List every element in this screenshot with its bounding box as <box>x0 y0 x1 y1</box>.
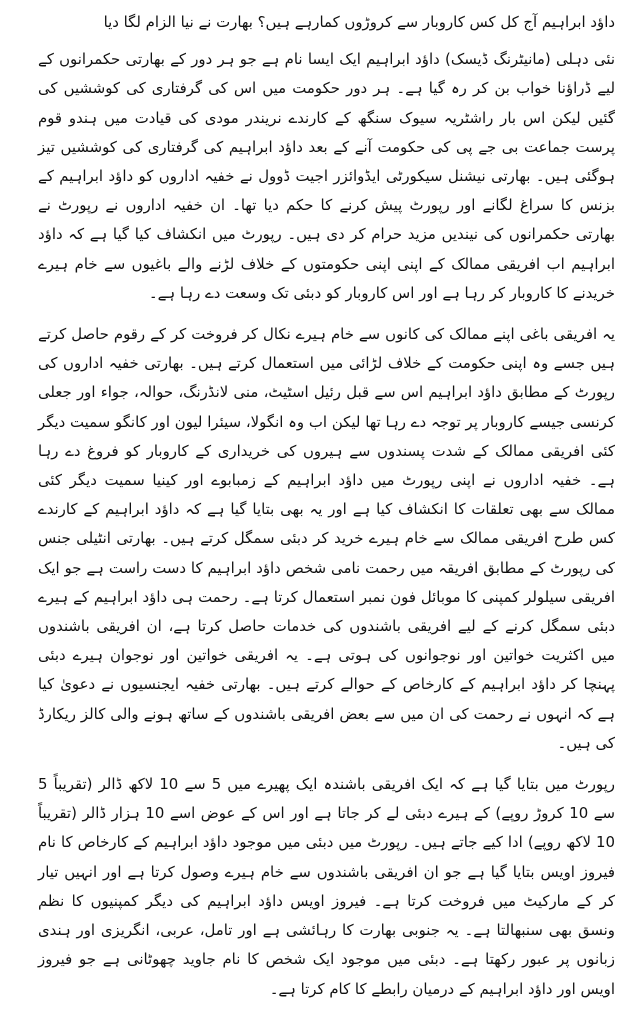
article-paragraph-1: نئی دہلی (مانیٹرنگ ڈیسک) داؤد ابراہیم ایک ایسا نام ہے جو ہر دور کے بھارتی حکمرانوں کے لیے ڈراؤنا خواب بن کر رہ گیا ہے۔ ہر دور حکومت میں اس کی گرفتاری کی کوششیں کی گئیں لیکن اس بار راشٹریہ سیوک سنگھ کے کارندے نریندر مودی کی قیادت میں ہندو قوم پرست جماعت بی جے پی کی حکومت آنے کے بعد داؤد ابراہیم کی گرفتاری کی کوششیں تیز ہوگئی ہیں۔ بھارتی نیشنل سیکورٹی ایڈوائزر اجیت ڈوول نے خفیہ اداروں کو داؤد ابراہیم کے بزنس کا سراغ لگانے اور رپورٹ پیش کرنے کا حکم دیا تھا۔ ان خفیہ اداروں نے رپورٹ نے بھارتی حکمرانوں کی نیندیں مزید حرام کر دی ہیں۔ رپورٹ میں انکشاف کیا گیا ہے کہ داؤد ابراہیم اب افریقی ممالک کے اپنی اپنی حکومتوں کے خلاف لڑنے والے باغیوں سے خام ہیرے خریدنے کا کاروبار کر رہا ہے اور اس کاروبار کو دبئی تک وسعت دے رہا ہے۔ <box>38 50 615 302</box>
article-headline: داؤد ابراہیم آج کل کس کاروبار سے کروڑوں کمارہے ہیں؟ بھارت نے نیا الزام لگا دیا <box>103 13 615 31</box>
article-paragraph-3: رپورٹ میں بتایا گیا ہے کہ ایک افریقی باشندہ ایک پھیرے میں 5 سے 10 لاکھ ڈالر (تقریباً 5 سے 10 کروڑ روپے) کے ہیرے دبئی لے کر جاتا ہے اور اس کے عوض اسے 10 ہزار ڈالر (تقریباً 10 لاکھ روپے) ادا کیے جاتے ہیں۔ رپورٹ میں دبئی میں موجود داؤد ابراہیم کے کارخاص کا نام فیروز اویس بتایا گیا ہے جو ان افریقی باشندوں سے خام ہیرے وصول کرتا ہے اور انہیں تیار کر کے مارکیٹ میں فروخت کرتا ہے۔ فیروز اویس داؤد ابراہیم کی دیگر کمپنیوں کا نظم ونسق بھی سنبھالتا ہے۔ یہ جنوبی بھارت کا رہائشی ہے اور تامل، عربی، انگریزی اور ہندی زبانوں پر عبور رکھتا ہے۔ دبئی میں موجود ایک شخص کا نام جاوید چھوٹانی ہے جو فیروز اویس اور داؤد ابراہیم کے درمیان رابطے کا کام کرتا ہے۔ <box>38 775 616 998</box>
news-article <box>38 4 615 1016</box>
article-paragraph-2: یہ افریقی باغی اپنے ممالک کی کانوں سے خام ہیرے نکال کر فروخت کر کے رقوم حاصل کرتے ہیں جسے وہ اپنی حکومت کے خلاف لڑائی میں استعمال کرتے ہیں۔ بھارتی خفیہ اداروں کی رپورٹ کے مطابق داؤد ابراہیم اس سے قبل رئیل اسٹیٹ، منی لانڈرنگ، حوالہ، جواء اور جعلی کرنسی جیسے کاروبار پر توجہ دے رہا تھا لیکن اب وہ انگولا، سیئرا لیون اور کانگو سمیت دیگر کئی افریقی ممالک کے شدت پسندوں سے ہیروں کی خریداری کے کاروبار کو فروغ دے رہا ہے۔ خفیہ اداروں نے اپنی رپورٹ میں داؤد ابراہیم کے زمبابوے اور کینیا سمیت دیگر کئی ممالک سے بھی تعلقات کا انکشاف کیا ہے اور یہ بھی بتایا گیا ہے کہ داؤد ابراہیم کے کارندے کس طرح افریقی ممالک سے خام ہیرے خرید کر دبئی سمگل کرتے ہیں۔ بھارتی انٹیلی جنس کی رپورٹ کے مطابق افریقہ میں رحمت نامی شخص داؤد ابراہیم کا دست راست ہے جو ایک افریقی سیلولر کمپنی کا موبائل فون نمبر استعمال کرتا ہے۔ رحمت ہی داؤد ابراہیم کے ہیرے دبئی سمگل کرنے کے لیے افریقی باشندوں کی خدمات حاصل کرتا ہے، ان افریقی باشندوں میں اکثریت خواتین اور نوجوانوں کی ہوتی ہے۔ یہ افریقی خواتین اور نوجوان ہیرے دبئی پہنچا کر داؤد ابراہیم کے کارخاص کے حوالے کرتے ہیں۔ بھارتی خفیہ ایجنسیوں نے دعویٰ کیا ہے کہ انہوں نے رحمت کی ان میں سے بعض افریقی باشندوں کے ساتھ ہونے والی کالز ریکارڈ کی ہیں۔ <box>38 325 615 752</box>
